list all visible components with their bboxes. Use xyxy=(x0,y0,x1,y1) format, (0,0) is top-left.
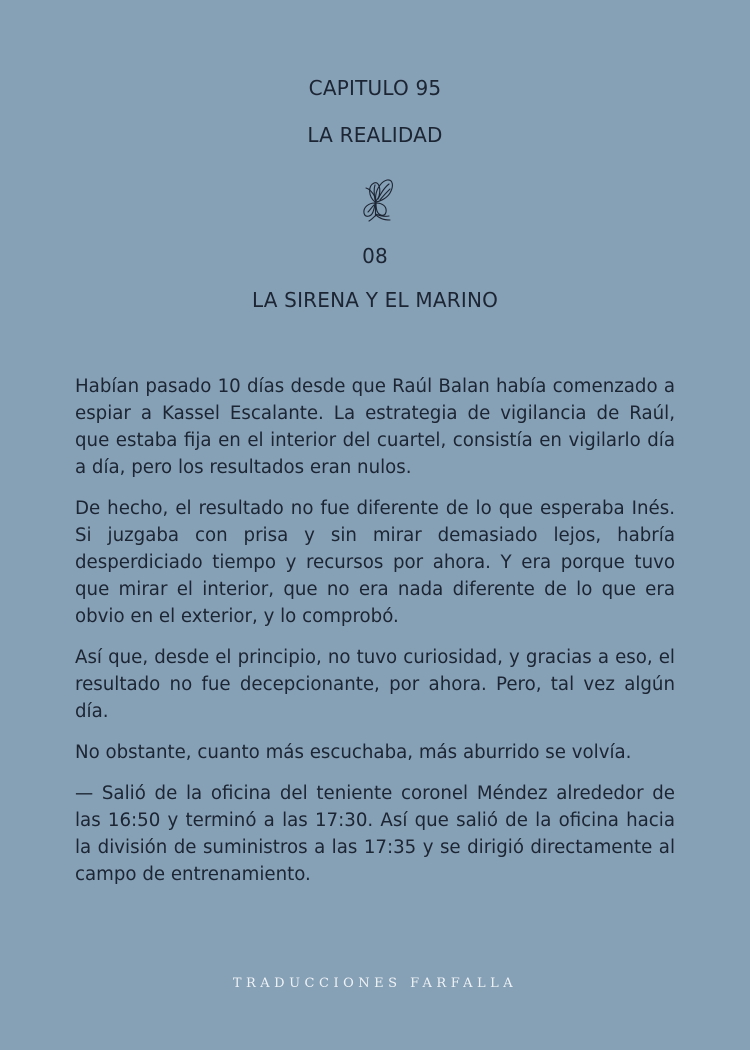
chapter-title: LA REALIDAD xyxy=(307,123,443,147)
footer-credit: TRADUCCIONES FARFALLA xyxy=(232,976,518,991)
body-text xyxy=(75,373,675,902)
chapter-number: CAPITULO 95 xyxy=(308,76,442,100)
section-title: LA SIRENA Y EL MARINO xyxy=(251,288,499,312)
paragraph: Habían pasado 10 días desde que Raúl Balan había comenzado a espiar a Kassel Escalante. La estrategia de vigilancia de Raúl, que estaba fija en el interior del cuartel, consistía en vigilarlo día a día, pero los resultados eran nulos. xyxy=(75,376,675,478)
paragraph: No obstante, cuanto más escuchaba, más aburrido se volvía. xyxy=(75,742,632,763)
butterfly-icon xyxy=(354,176,398,224)
section-number: 08 xyxy=(362,244,388,268)
paragraph: De hecho, el resultado no fue diferente de lo que esperaba Inés. Si juzgaba con prisa y sin mirar demasiado lejos, habría desperdiciado tiempo y recursos por ahora. Y era porque tuvo que mirar el interior, que no era nada diferente de lo que era obvio en el exterior, y lo comprobó. xyxy=(75,498,675,627)
paragraph: Así que, desde el principio, no tuvo curiosidad, y gracias a eso, el resultado no fue decepcionante, por ahora. Pero, tal vez algún día. xyxy=(75,647,675,722)
paragraph: — Salió de la oficina del teniente coronel Méndez alrededor de las 16:50 y terminó a las 17:30. Así que salió de la oficina hacia la división de suministros a las 17:35 y se dirigió directamente al campo de entrenamiento. xyxy=(75,783,675,885)
